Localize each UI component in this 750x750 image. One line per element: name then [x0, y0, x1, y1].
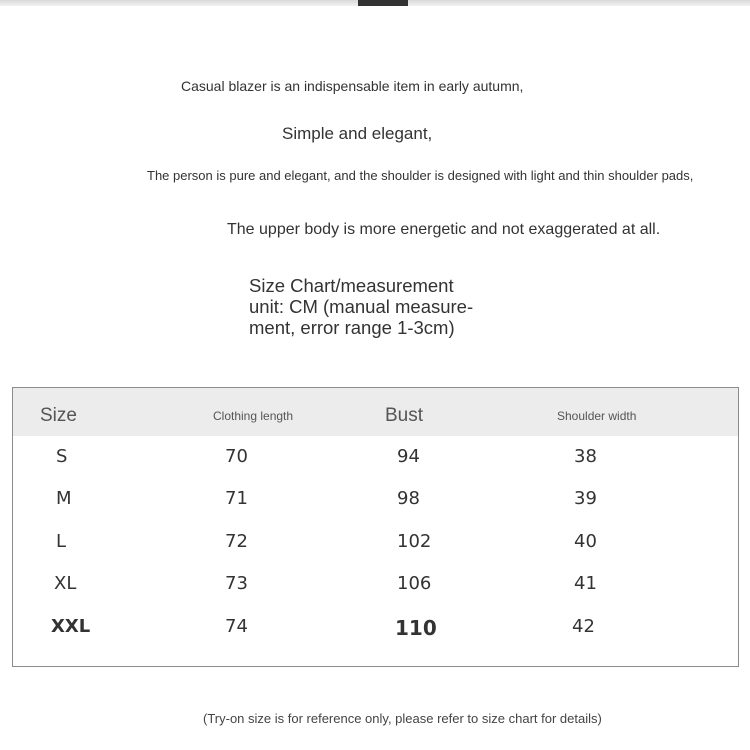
cell-bust: 102 — [397, 531, 432, 552]
header-clothing-length: Clothing length — [213, 409, 294, 423]
size-chart-title-line-3: ment, error range 1-3cm) — [249, 317, 455, 338]
intro-line-4: The upper body is more energetic and not exaggerated at all. — [227, 221, 661, 238]
cell-size: L — [56, 531, 67, 552]
table-row — [13, 446, 738, 488]
header-bust: Bust — [385, 405, 424, 426]
table-row — [13, 573, 738, 615]
size-chart-title-line-2: unit: CM (manual measure- — [249, 296, 474, 317]
cell-bust: 106 — [397, 573, 432, 594]
size-chart-title-line-1: Size Chart/measurement — [249, 275, 454, 296]
intro-line-3: The person is pure and elegant, and the shoulder is designed with light and thin shoulder pads, — [147, 168, 694, 183]
cell-size: XL — [54, 573, 77, 594]
cell-clothing-length: 74 — [225, 616, 248, 637]
size-table — [12, 387, 739, 667]
table-row — [13, 488, 738, 530]
table-row — [13, 616, 738, 658]
table-row — [13, 531, 738, 573]
top-tab-marker — [358, 0, 408, 6]
cell-shoulder-width: 38 — [574, 446, 597, 467]
cell-clothing-length: 70 — [225, 446, 248, 467]
cell-bust: 110 — [395, 616, 437, 640]
cell-clothing-length: 71 — [225, 488, 248, 509]
cell-size: M — [56, 488, 72, 509]
cell-clothing-length: 73 — [225, 573, 248, 594]
cell-shoulder-width: 42 — [572, 616, 595, 637]
size-chart-title — [249, 275, 499, 338]
intro-line-1: Casual blazer is an indispensable item in early autumn, — [181, 78, 524, 94]
cell-bust: 94 — [397, 446, 420, 467]
cell-clothing-length: 72 — [225, 531, 248, 552]
cell-size: S — [56, 446, 68, 467]
header-shoulder-width: Shoulder width — [557, 409, 637, 423]
cell-shoulder-width: 39 — [574, 488, 597, 509]
cell-size: XXL — [51, 616, 91, 637]
intro-line-2: Simple and elegant, — [282, 124, 433, 143]
header-size: Size — [40, 405, 77, 426]
cell-bust: 98 — [397, 488, 420, 509]
size-table-header — [13, 388, 738, 436]
size-footnote: (Try-on size is for reference only, please refer to size chart for details) — [203, 711, 602, 726]
cell-shoulder-width: 40 — [574, 531, 597, 552]
cell-shoulder-width: 41 — [574, 573, 597, 594]
